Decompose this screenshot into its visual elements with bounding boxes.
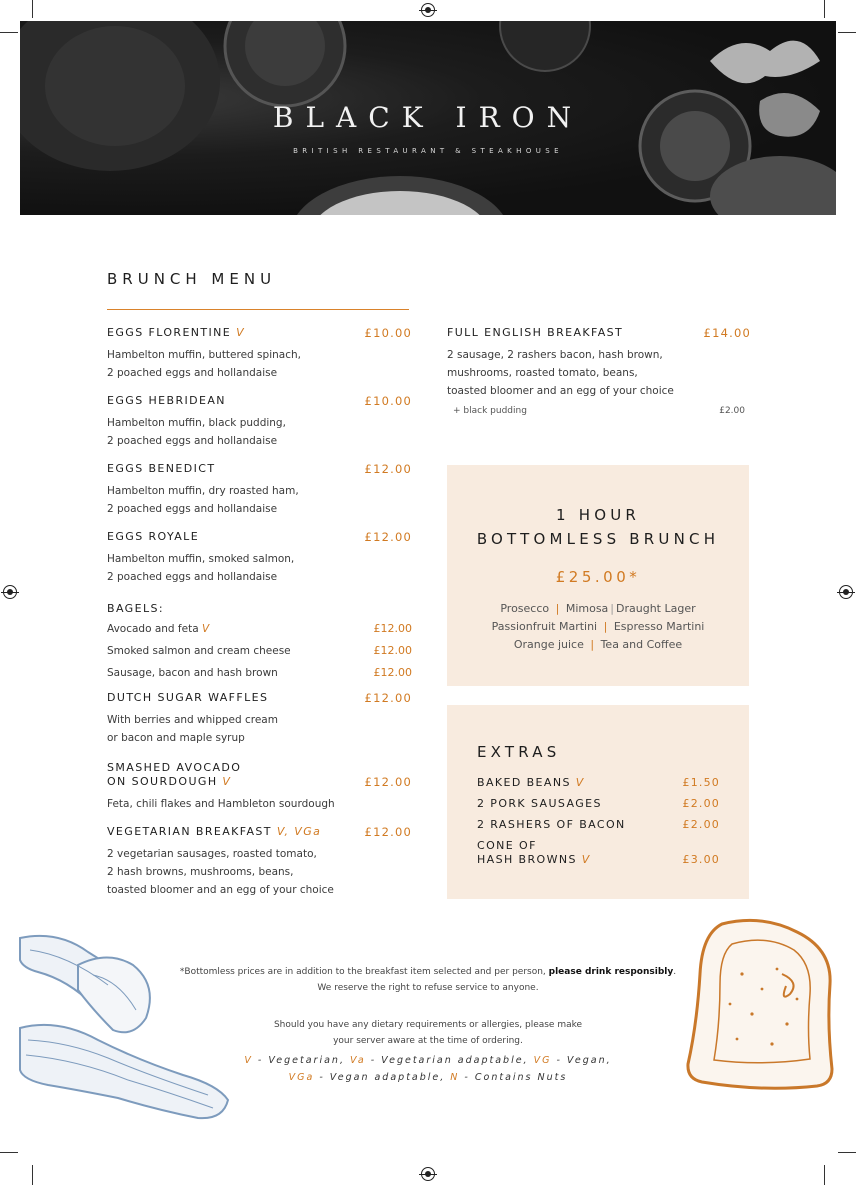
drink: Orange juice	[513, 638, 584, 651]
brand-tagline: BRITISH RESTAURANT & STEAKHOUSE	[293, 147, 563, 155]
item-price: £3.00	[682, 853, 720, 866]
allergy-note: your server aware at the time of ordering.	[333, 1036, 523, 1046]
item-description: 2 vegetarian sausages, roasted tomato,	[107, 848, 317, 860]
item-description: 2 sausage, 2 rashers bacon, hash brown,	[447, 349, 663, 361]
extras-item	[477, 797, 720, 811]
extras-box	[447, 705, 749, 899]
header-banner	[20, 21, 836, 215]
item-name: EGGS BENEDICT	[107, 462, 216, 475]
legend-key: VGa	[288, 1072, 315, 1083]
item-description: Hambelton muffin, dry roasted ham,	[107, 485, 299, 497]
item-price: £12.00	[364, 775, 412, 789]
item-description: 2 poached eggs and hollandaise	[107, 503, 278, 515]
item-name: VEGETARIAN BREAKFAST	[107, 825, 272, 838]
crop-mark	[0, 1152, 18, 1153]
vegetarian-tag: V	[201, 623, 210, 635]
extras-item	[477, 839, 720, 867]
left-menu-column	[107, 326, 412, 899]
legend-label: - Contains Nuts	[459, 1072, 568, 1083]
bagels-heading: BAGELS:	[107, 602, 164, 615]
crop-mark	[838, 32, 856, 33]
menu-item-dutch-sugar-waffles	[107, 691, 412, 747]
extras-item	[477, 776, 720, 790]
item-description: 2 poached eggs and hollandaise	[107, 367, 278, 379]
legend-key: Va	[349, 1055, 366, 1066]
menu-item-vegetarian-breakfast	[107, 825, 412, 899]
item-name: EGGS ROYALE	[107, 530, 200, 543]
item-price: £14.00	[703, 326, 751, 340]
item-name: 2 PORK SAUSAGES	[477, 797, 602, 810]
refuse-service-note: We reserve the right to refuse service to anyone.	[317, 983, 539, 993]
crop-mark	[32, 0, 33, 18]
item-name: Sausage, bacon and hash brown	[107, 667, 278, 679]
addon-row	[447, 406, 751, 416]
bottomless-brunch-box	[447, 465, 749, 686]
item-description: Feta, chili flakes and Hambleton sourdough	[107, 798, 335, 810]
legend-label: - Vegan,	[551, 1055, 612, 1066]
item-price: £12.00	[373, 644, 412, 657]
item-name: SMASHED AVOCADO	[107, 761, 242, 774]
item-description: 2 poached eggs and hollandaise	[107, 435, 278, 447]
item-description: toasted bloomer and an egg of your choice	[107, 884, 334, 896]
menu-item-eggs-florentine	[107, 326, 412, 382]
title-divider	[107, 309, 409, 310]
item-description: toasted bloomer and an egg of your choice	[447, 385, 674, 397]
brand-name: BLACK IRON	[272, 101, 584, 134]
item-price: £10.00	[364, 326, 412, 340]
right-menu-column	[447, 326, 751, 416]
item-price: £12.00	[364, 462, 412, 476]
drink: Prosecco	[500, 602, 550, 615]
dietary-tag: V, VGa	[276, 825, 322, 838]
crop-mark	[824, 0, 825, 18]
item-name: HASH BROWNS	[477, 853, 577, 866]
vegetarian-tag: V	[581, 853, 591, 866]
bagel-item	[107, 618, 412, 640]
item-name: EGGS HEBRIDEAN	[107, 394, 226, 407]
menu-item-eggs-hebridean	[107, 394, 412, 450]
bottomless-note: *Bottomless prices are in addition to the breakfast item selected and per person,	[179, 967, 546, 977]
footer-notes	[0, 964, 856, 1086]
legend-label: - Vegetarian adaptable,	[365, 1055, 534, 1066]
bagel-item	[107, 662, 412, 684]
item-name: Avocado and feta	[107, 623, 199, 635]
legend-key: VG	[533, 1055, 552, 1066]
item-description: or bacon and maple syrup	[107, 732, 245, 744]
crop-mark	[0, 32, 18, 33]
registration-mark-icon	[421, 3, 435, 17]
item-price: £12.00	[364, 691, 412, 705]
registration-mark-icon	[3, 585, 17, 599]
bottomless-drinks: Prosecco | Mimosa | Draught Lager Passionfruit Martini | Espresso Martini Orange juice | Tea and Coffee	[491, 602, 705, 651]
registration-mark-icon	[421, 1167, 435, 1181]
addon-label: + black pudding	[453, 406, 527, 416]
item-name: Smoked salmon and cream cheese	[107, 645, 291, 657]
bagel-item	[107, 640, 412, 662]
item-description: 2 hash browns, mushrooms, beans,	[107, 866, 294, 878]
crop-mark	[838, 1152, 856, 1153]
legend-key: V	[244, 1055, 253, 1066]
legend-label: - Vegan adaptable,	[314, 1072, 451, 1083]
vegetarian-tag: V	[222, 775, 232, 788]
item-price: £10.00	[364, 394, 412, 408]
legend-label: - Vegetarian,	[252, 1055, 350, 1066]
bottomless-price: £25.00*	[555, 568, 641, 586]
menu-item-smashed-avocado	[107, 761, 412, 813]
allergy-note: Should you have any dietary requirements or allergies, please make	[273, 1020, 583, 1030]
item-price: £12.00	[373, 622, 412, 635]
item-name: 2 RASHERS OF BACON	[477, 818, 626, 831]
item-name: BAKED BEANS	[477, 776, 571, 789]
drink: Mimosa	[565, 602, 609, 615]
drink: Passionfruit Martini	[491, 620, 598, 633]
registration-mark-icon	[839, 585, 853, 599]
item-name: EGGS FLORENTINE	[107, 326, 232, 339]
bottomless-title-line2: BOTTOMLESS BRUNCH	[476, 530, 720, 548]
item-price: £12.00	[364, 530, 412, 544]
item-price: £1.50	[682, 776, 720, 789]
drink-responsibly-note: please drink responsibly	[548, 967, 674, 977]
item-description: Hambelton muffin, smoked salmon,	[107, 553, 295, 565]
dietary-legend	[0, 1052, 856, 1086]
addon-price: £2.00	[719, 406, 745, 416]
vegetarian-tag: V	[236, 326, 246, 339]
item-description: With berries and whipped cream	[107, 714, 278, 726]
item-description: mushrooms, roasted tomato, beans,	[447, 367, 638, 379]
item-description: 2 poached eggs and hollandaise	[107, 571, 278, 583]
item-name: ON SOURDOUGH	[107, 775, 218, 788]
item-name: DUTCH SUGAR WAFFLES	[107, 691, 269, 704]
menu-item-full-english	[447, 326, 751, 416]
bottomless-title-line1: 1 HOUR	[556, 506, 640, 524]
item-name: CONE OF	[477, 839, 537, 852]
drink: Espresso Martini	[613, 620, 705, 633]
item-price: £12.00	[364, 825, 412, 839]
drink: Draught Lager	[616, 602, 696, 615]
crop-mark	[32, 1165, 33, 1185]
note-punctuation: .	[673, 967, 677, 977]
legend-key: N	[450, 1072, 460, 1083]
crop-mark	[824, 1165, 825, 1185]
drink: Tea and Coffee	[600, 638, 683, 651]
bagels-section	[107, 602, 412, 684]
item-description: Hambelton muffin, black pudding,	[107, 417, 286, 429]
item-price: £2.00	[682, 818, 720, 831]
menu-title: BRUNCH MENU	[107, 270, 277, 288]
menu-item-eggs-benedict	[107, 462, 412, 518]
vegetarian-tag: V	[575, 776, 585, 789]
extras-item	[477, 818, 720, 832]
extras-title: EXTRAS	[477, 743, 561, 761]
item-name: FULL ENGLISH BREAKFAST	[447, 326, 624, 339]
item-price: £2.00	[682, 797, 720, 810]
item-description: Hambelton muffin, buttered spinach,	[107, 349, 301, 361]
item-price: £12.00	[373, 666, 412, 679]
menu-item-eggs-royale	[107, 530, 412, 586]
